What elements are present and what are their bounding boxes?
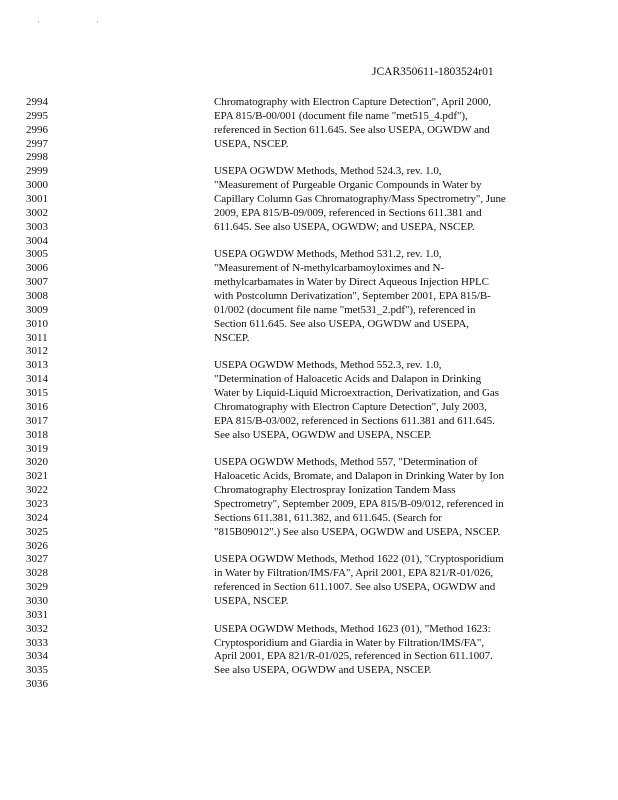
- line-number: 3036: [26, 678, 48, 691]
- line-text: Capillary Column Gas Chromatography/Mass Spectrometry", June: [214, 193, 506, 206]
- document-line: [0, 304, 618, 318]
- line-text: 01/002 (document file name "met531_2.pdf"), referenced in: [214, 303, 476, 316]
- line-text: EPA 815/B-03/002, referenced in Sections 611.381 and 611.645.: [214, 414, 495, 427]
- line-number: 3024: [26, 511, 48, 524]
- line-number: 3008: [26, 290, 48, 303]
- line-number: 3019: [26, 442, 48, 455]
- line-text: Sections 611.381, 611.382, and 611.645. (Search for: [214, 511, 442, 524]
- line-number: 3020: [26, 456, 48, 469]
- scan-marks: ' ': [38, 20, 127, 28]
- document-line: [0, 262, 618, 276]
- document-line: [0, 193, 618, 207]
- line-number: 3023: [26, 497, 48, 510]
- document-line: [0, 151, 618, 165]
- document-line: [0, 609, 618, 623]
- document-line: [0, 207, 618, 221]
- line-text: 611.645. See also USEPA, OGWDW; and USEPA, NSCEP.: [214, 220, 475, 233]
- line-number: 3010: [26, 317, 48, 330]
- document-line: [0, 401, 618, 415]
- line-number: 3022: [26, 484, 48, 497]
- line-number: 2998: [26, 151, 48, 164]
- line-number: 2994: [26, 96, 48, 108]
- document-line: [0, 664, 618, 678]
- document-line: [0, 498, 618, 512]
- document-line: [0, 318, 618, 332]
- line-number: 2997: [26, 137, 48, 150]
- line-text: referenced in Section 611.1007. See also USEPA, OGWDW and: [214, 581, 496, 594]
- line-text: methylcarbamates in Water by Direct Aqueous Injection HPLC: [214, 276, 489, 289]
- line-number: 2999: [26, 165, 48, 178]
- line-number: 3006: [26, 262, 48, 275]
- line-text: USEPA, NSCEP.: [214, 594, 289, 607]
- document-line: [0, 235, 618, 249]
- document-line: [0, 110, 618, 124]
- line-number: 3021: [26, 470, 48, 483]
- document-line: [0, 526, 618, 540]
- line-number: 3001: [26, 193, 48, 206]
- line-text: Spectrometry", September 2009, EPA 815/B-09/012, referenced in: [214, 497, 504, 510]
- line-number: 3030: [26, 594, 48, 607]
- line-text: Chromatography with Electron Capture Detection", April 2000,: [214, 96, 492, 108]
- document-line: [0, 373, 618, 387]
- line-number: 3035: [26, 664, 48, 677]
- document-line: [0, 637, 618, 651]
- document-line: [0, 678, 618, 692]
- line-number: 3011: [26, 331, 48, 344]
- document-line: [0, 179, 618, 193]
- document-line: [0, 443, 618, 457]
- line-number: 2996: [26, 123, 48, 136]
- line-number: 3028: [26, 567, 48, 580]
- line-number: 3015: [26, 387, 48, 400]
- line-number: 2995: [26, 109, 48, 122]
- line-text: Water by Liquid-Liquid Microextraction, Derivatization, and Gas: [214, 387, 499, 400]
- line-text: USEPA OGWDW Methods, Method 1622 (01), "Cryptosporidium: [214, 553, 504, 566]
- line-text: USEPA OGWDW Methods, Method 524.3, rev. 1.0,: [214, 165, 442, 178]
- line-text: "815B09012".) See also USEPA, OGWDW and USEPA, NSCEP.: [214, 525, 501, 538]
- line-number: 3007: [26, 276, 48, 289]
- document-line: [0, 623, 618, 637]
- document-line: [0, 124, 618, 138]
- line-number: 3003: [26, 220, 48, 233]
- document-line: [0, 581, 618, 595]
- line-text: NSCEP.: [214, 331, 250, 344]
- document-line: [0, 248, 618, 262]
- line-number: 3026: [26, 539, 48, 552]
- document-line: [0, 96, 618, 110]
- document-line: [0, 429, 618, 443]
- line-text: April 2001, EPA 821/R-01/025, referenced in Section 611.1007.: [214, 650, 493, 663]
- document-line: [0, 221, 618, 235]
- line-number: 3012: [26, 345, 48, 358]
- document-line: [0, 359, 618, 373]
- line-number: 3009: [26, 303, 48, 316]
- line-text: USEPA OGWDW Methods, Method 1623 (01), "Method 1623:: [214, 622, 491, 635]
- line-text: See also USEPA, OGWDW and USEPA, NSCEP.: [214, 428, 432, 441]
- line-text: Cryptosporidium and Giardia in Water by Filtration/IMS/FA",: [214, 636, 485, 649]
- line-number: 3002: [26, 206, 48, 219]
- document-line: [0, 165, 618, 179]
- line-number: 3029: [26, 581, 48, 594]
- document-line: [0, 276, 618, 290]
- line-text: USEPA OGWDW Methods, Method 531.2, rev. 1.0,: [214, 248, 442, 261]
- line-number: 3018: [26, 428, 48, 441]
- document-line: [0, 650, 618, 664]
- document-line: [0, 332, 618, 346]
- document-line: [0, 138, 618, 152]
- line-number: 3017: [26, 414, 48, 427]
- document-line: [0, 470, 618, 484]
- line-text: "Measurement of Purgeable Organic Compounds in Water by: [214, 179, 482, 192]
- line-text: "Measurement of N-methylcarbamoyloximes and N-: [214, 262, 445, 275]
- line-number: 3014: [26, 373, 48, 386]
- line-text: Chromatography with Electron Capture Detection", July 2003,: [214, 400, 487, 413]
- line-number: 3025: [26, 525, 48, 538]
- document-id: JCAR350611-1803524r01: [372, 66, 494, 78]
- line-text: Chromatography Electrospray Ionization Tandem Mass: [214, 484, 456, 497]
- document-line: [0, 512, 618, 526]
- line-number: 3027: [26, 553, 48, 566]
- line-text: EPA 815/B-00/001 (document file name "met515_4.pdf"),: [214, 109, 468, 122]
- document-line: [0, 415, 618, 429]
- line-text: in Water by Filtration/IMS/FA", April 2001, EPA 821/R-01/026,: [214, 567, 494, 580]
- document-line: [0, 290, 618, 304]
- line-number: 3031: [26, 608, 48, 621]
- line-number: 3032: [26, 622, 48, 635]
- line-number: 3005: [26, 248, 48, 261]
- document-line: [0, 484, 618, 498]
- line-text: 2009, EPA 815/B-09/009, referenced in Sections 611.381 and: [214, 206, 482, 219]
- document-line: [0, 595, 618, 609]
- document-line: [0, 345, 618, 359]
- line-text: "Determination of Haloacetic Acids and Dalapon in Drinking: [214, 373, 482, 386]
- line-number: 3033: [26, 636, 48, 649]
- line-text: USEPA OGWDW Methods, Method 557, "Determination of: [214, 456, 478, 469]
- line-text: USEPA OGWDW Methods, Method 552.3, rev. 1.0,: [214, 359, 442, 372]
- line-text: USEPA, NSCEP.: [214, 137, 289, 150]
- line-number: 3034: [26, 650, 48, 663]
- line-number: 3004: [26, 234, 48, 247]
- line-number: 3000: [26, 179, 48, 192]
- document-line: [0, 456, 618, 470]
- line-text: referenced in Section 611.645. See also USEPA, OGWDW and: [214, 123, 490, 136]
- line-text: with Postcolumn Derivatization", September 2001, EPA 815/B-: [214, 290, 491, 303]
- line-text: Section 611.645. See also USEPA, OGWDW and USEPA,: [214, 317, 469, 330]
- document-line: [0, 567, 618, 581]
- document-line: [0, 387, 618, 401]
- document-line: [0, 540, 618, 554]
- line-number: 3016: [26, 400, 48, 413]
- line-number: 3013: [26, 359, 48, 372]
- document-line: [0, 553, 618, 567]
- line-text: Haloacetic Acids, Bromate, and Dalapon in Drinking Water by Ion: [214, 470, 504, 483]
- line-text: See also USEPA, OGWDW and USEPA, NSCEP.: [214, 664, 432, 677]
